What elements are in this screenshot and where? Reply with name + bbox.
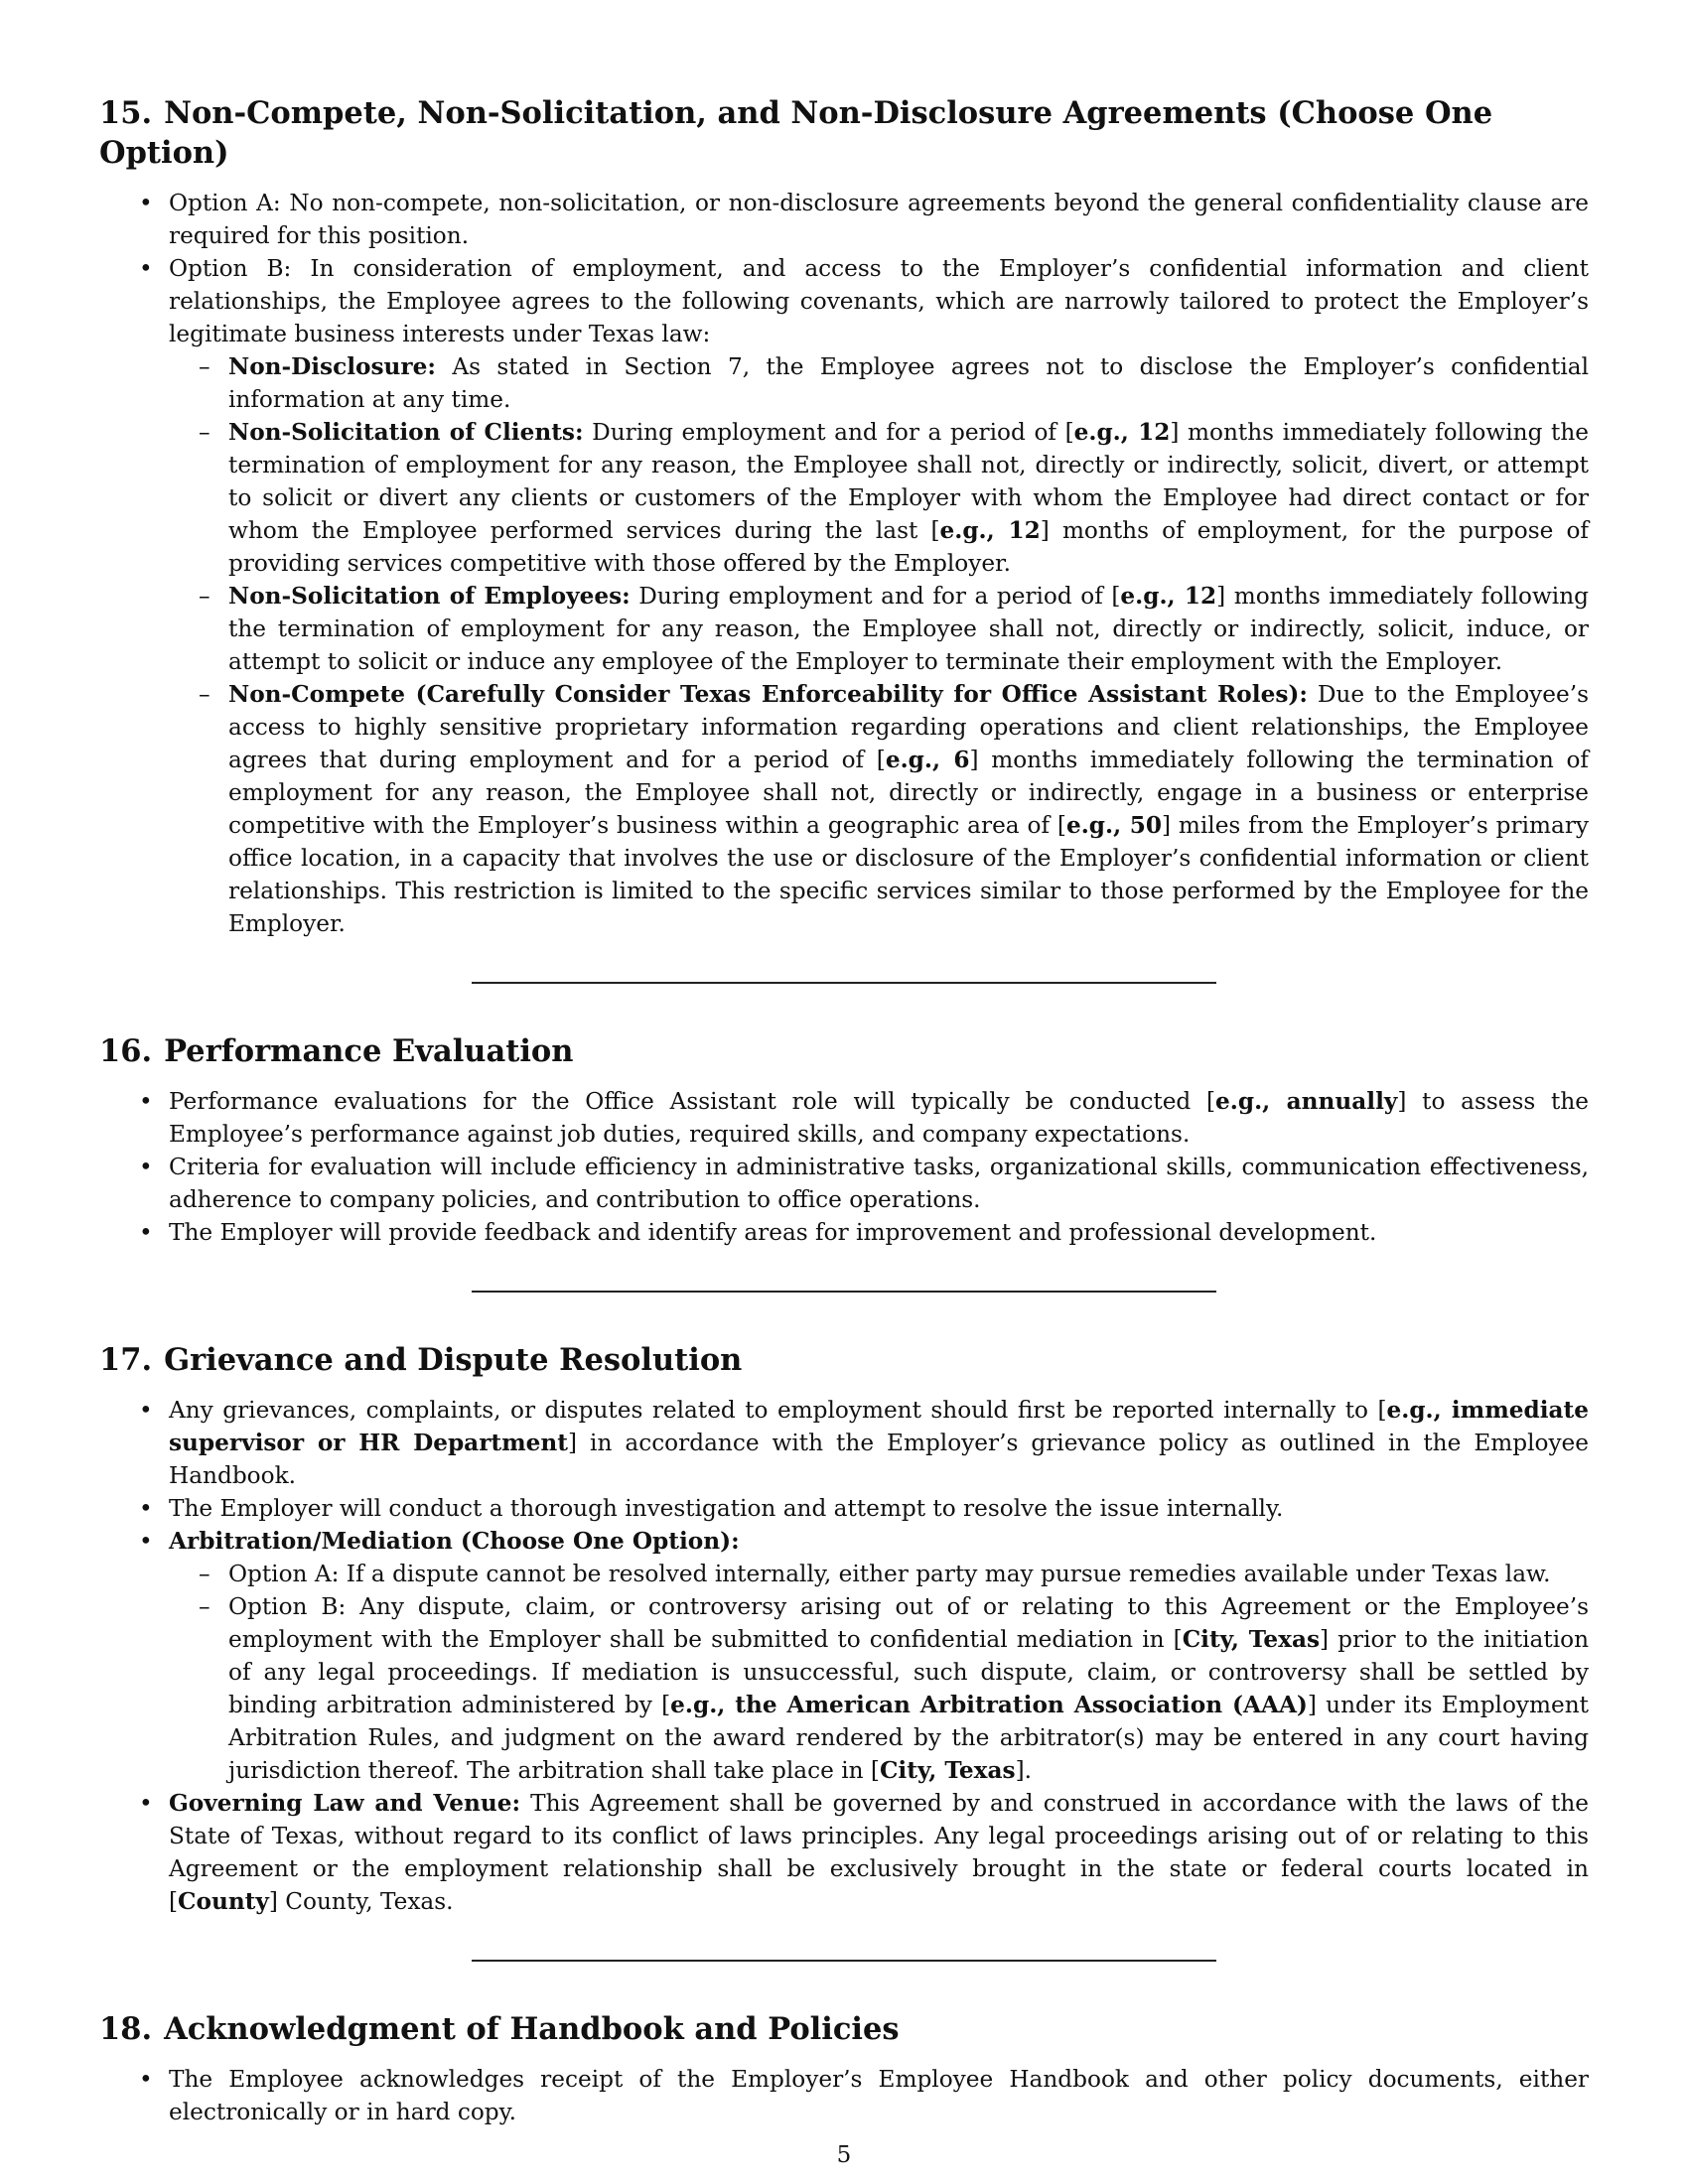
list-item: – Non-Disclosure: As stated in Section 7, the Employee agrees not to disclose the Employer’s confidential information at any time. — [169, 350, 1589, 416]
section-divider — [472, 1960, 1216, 1962]
list-item: • Arbitration/Mediation (Choose One Option): – Option A: If a dispute cannot be resolved internally, either party may pursue remedies available under Texas law. – Option B: Any dispute, claim, or controversy arising out of or relating to this Agreement or the Employee’s employment with the Employer shall be submitted to confidential mediation in [City, Texas] prior to the initiation of any legal proceedings. If mediation is unsuccessful, such dispute, claim, or controversy shall be settled by binding arbitration administered by [e.g., the American Arbitration Association (AAA)] under its Employment Arbitration Rules, and judgment on the award rendered by the arbitrator(s) may be entered in any court having jurisdiction thereof. The arbitration shall take place in [City, Texas]. — [99, 1525, 1589, 1787]
list-item: • Performance evaluations for the Office Assistant role will typically be conducted [e.g., annually] to assess the Employee’s performance against job duties, required skills, and company expectations. — [99, 1085, 1589, 1151]
section-18 — [99, 2009, 1589, 2128]
list-item: – Non-Solicitation of Clients: During employment and for a period of [e.g., 12] months immediately following the termination of employment for any reason, the Employee shall not, directly or indirectly, solicit, divert, or attempt to solicit or divert any clients or customers of the Employer with whom the Employee had direct contact or for whom the Employee performed services during the last [e.g., 12] months of employment, for the purpose of providing services competitive with those offered by the Employer. — [169, 416, 1589, 580]
section-15-heading: 15. Non-Compete, Non-Solicitation, and Non-Disclosure Agreements (Choose One Option) — [99, 95, 1493, 171]
list-item: – Option A: If a dispute cannot be resolved internally, either party may pursue remedies available under Texas law. — [169, 1558, 1589, 1590]
section-15 — [99, 93, 1589, 940]
section-17-list — [99, 1394, 1589, 1918]
section-15-list — [99, 187, 1589, 940]
section-divider — [472, 1291, 1216, 1293]
list-item: • Criteria for evaluation will include efficiency in administrative tasks, organizational skills, communication effectiveness, adherence to company policies, and contribution to office operations. — [99, 1151, 1589, 1216]
list-item: • Option A: No non-compete, non-solicitation, or non-disclosure agreements beyond the general confidentiality clause are required for this position. — [99, 187, 1589, 252]
list-item: – Non-Solicitation of Employees: During employment and for a period of [e.g., 12] months immediately following the termination of employment for any reason, the Employee shall not, directly or indirectly, solicit, induce, or attempt to solicit or induce any employee of the Employer to terminate their employment with the Employer. — [169, 580, 1589, 678]
section-16-heading: 16. Performance Evaluation — [99, 1033, 574, 1069]
section-17 — [99, 1340, 1589, 1918]
section-16 — [99, 1031, 1589, 1249]
list-item: • Option B: In consideration of employment, and access to the Employer’s confidential information and client relationships, the Employee agrees to the following covenants, which are narrowly tailored to protect the Employer’s legitimate business interests under Texas law: – Non-Disclosure: As stated in Section 7, the Employee agrees not to disclose the Employer’s confidential information at any time. – Non-Solicitation of Clients: During employment and for a period of [e.g., 12] months immediately following the termination of employment for any reason, the Employee shall not, directly or indirectly, solicit, divert, or attempt to solicit or divert any clients or customers of the Employer with whom the Employee had direct contact or for whom the Employee performed services during the last [e.g., 12] months of employment, for the purpose of providing services competitive with those offered by the Employer. – Non-Solicitation of Employees: During employment and for a period of [e.g., 12] months immediately following the termination of employment for any reason, the Employee shall not, directly or indirectly, solicit, induce, or attempt to solicit or induce any employee of the Employer to terminate their employment with the Employer. – Non-Compete (Carefully Consider Texas Enforceability for Office Assistant Roles): Due to the Employee’s access to highly sensitive proprietary information regarding operations and client relationships, the Employee agrees that during employment and for a period of [e.g., 6] months immediately following the termination of employment for any reason, the Employee shall not, directly or indirectly, engage in a business or enterprise competitive with the Employer’s business within a geographic area of [e.g., 50] miles from the Employer’s primary office location, in a capacity that involves the use or disclosure of the Employer’s confidential information or client relationships. This restriction is limited to the specific services similar to those performed by the Employee for the Employer. — [99, 252, 1589, 940]
list-item: • Any grievances, complaints, or disputes related to employment should first be reported internally to [e.g., immediate supervisor or HR Department] in accordance with the Employer’s grievance policy as outlined in the Employee Handbook. — [99, 1394, 1589, 1492]
section-18-list — [99, 2063, 1589, 2128]
list-item: – Non-Compete (Carefully Consider Texas Enforceability for Office Assistant Roles): Due to the Employee’s access to highly sensitive proprietary information regarding operations and client relationships, the Employee agrees that during employment and for a period of [e.g., 6] months immediately following the termination of employment for any reason, the Employee shall not, directly or indirectly, engage in a business or enterprise competitive with the Employer’s business within a geographic area of [e.g., 50] miles from the Employer’s primary office location, in a capacity that involves the use or disclosure of the Employer’s confidential information or client relationships. This restriction is limited to the specific services similar to those performed by the Employee for the Employer. — [169, 678, 1589, 940]
list-item: • The Employer will provide feedback and identify areas for improvement and professional development. — [99, 1216, 1589, 1249]
section-17-heading: 17. Grievance and Dispute Resolution — [99, 1342, 743, 1378]
covenant-list — [169, 350, 1589, 940]
arbitration-options-list — [169, 1558, 1589, 1787]
list-item: – Option B: Any dispute, claim, or controversy arising out of or relating to this Agreement or the Employee’s employment with the Employer shall be submitted to confidential mediation in [City, Texas] prior to the initiation of any legal proceedings. If mediation is unsuccessful, such dispute, claim, or controversy shall be settled by binding arbitration administered by [e.g., the American Arbitration Association (AAA)] under its Employment Arbitration Rules, and judgment on the award rendered by the arbitrator(s) may be entered in any court having jurisdiction thereof. The arbitration shall take place in [City, Texas]. — [169, 1590, 1589, 1787]
page-number: 5 — [836, 2142, 852, 2168]
list-item: • The Employee acknowledges receipt of the Employer’s Employee Handbook and other policy documents, either electronically or in hard copy. — [99, 2063, 1589, 2128]
section-18-heading: 18. Acknowledgment of Handbook and Policies — [99, 2011, 900, 2047]
section-16-list — [99, 1085, 1589, 1249]
list-item: • The Employer will conduct a thorough investigation and attempt to resolve the issue internally. — [99, 1492, 1589, 1525]
section-divider — [472, 982, 1216, 984]
list-item: • Governing Law and Venue: This Agreement shall be governed by and construed in accordance with the laws of the State of Texas, without regard to its conflict of laws principles. Any legal proceedings arising out of or relating to this Agreement or the employment relationship shall be exclusively brought in the state or federal courts located in [County] County, Texas. — [99, 1787, 1589, 1918]
